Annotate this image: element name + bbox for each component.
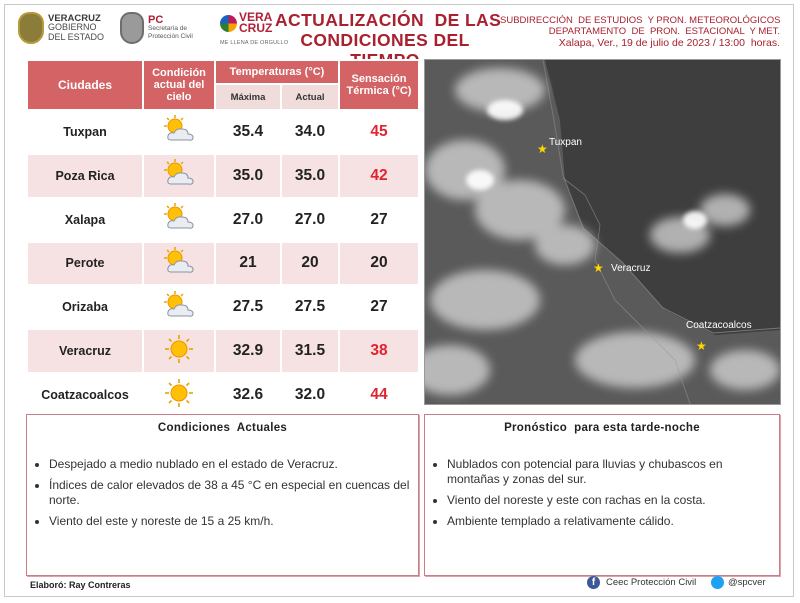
list-item: • Índices de calor elevados de 38 a 45 °C en especial en cuencas del norte. xyxy=(49,478,410,508)
feels-like-temp: 38 xyxy=(339,329,419,373)
partly-cloudy-icon xyxy=(161,290,197,325)
feels-like-temp: 44 xyxy=(339,373,419,417)
sat-label-veracruz: Veracruz xyxy=(611,263,651,274)
col-header-condition: Condición actual del cielo xyxy=(143,60,215,110)
facebook-handle: Ceec Protección Civil xyxy=(606,577,697,588)
pc-line1: Secretaría de xyxy=(148,25,188,33)
current-temp: 20 xyxy=(281,242,339,286)
current-conditions-list xyxy=(33,457,410,535)
table-row xyxy=(27,373,419,417)
current-temp: 35.0 xyxy=(281,154,339,198)
list-item: • Nublados con potencial para lluvias y chubascos en montañas y zonas del sur. xyxy=(447,457,771,487)
author-credit: Elaboró: Ray Contreras xyxy=(30,580,131,590)
current-temp: 34.0 xyxy=(281,110,339,154)
issuer-line2: DEPARTAMENTO DE PRON. ESTACIONAL Y MET. xyxy=(548,26,780,37)
sunny-icon xyxy=(162,378,196,413)
pc-name: PC xyxy=(148,13,164,26)
sky-condition-cell xyxy=(143,329,215,373)
satellite-map xyxy=(425,60,780,404)
issue-date: Xalapa, Ver., 19 de julio de 2023 / 13:00 horas. xyxy=(558,37,780,49)
facebook-link[interactable] xyxy=(587,576,696,589)
forecast-title: Pronóstico para esta tarde-noche xyxy=(504,422,700,434)
current-conditions-title: Condiciones Actuales xyxy=(157,422,288,434)
current-conditions-box xyxy=(26,414,419,576)
tuxpan-star-icon: ★ xyxy=(537,142,548,156)
sky-condition-cell xyxy=(143,285,215,329)
vc-line1: VERA xyxy=(239,10,273,24)
list-item: • Viento del noreste y este con rachas en la costa. xyxy=(447,493,771,508)
forecast-box xyxy=(424,414,780,576)
max-temp: 35.4 xyxy=(215,110,281,154)
title-line2: CONDICIONES DEL xyxy=(300,30,470,50)
satellite-image xyxy=(424,59,781,405)
forecast-list xyxy=(431,457,771,535)
sat-label-coatzacoalcos: Coatzacoalcos xyxy=(686,320,752,331)
sky-condition-cell xyxy=(143,198,215,242)
table-row xyxy=(27,198,419,242)
max-temp: 32.6 xyxy=(215,373,281,417)
max-temp: 27.5 xyxy=(215,285,281,329)
col-header-city: Ciudades xyxy=(27,60,143,110)
col-header-current: Actual xyxy=(281,84,339,110)
col-header-temps: Temperaturas (°C) xyxy=(215,60,339,84)
partly-cloudy-icon xyxy=(161,114,197,149)
proteccion-civil-logo xyxy=(120,12,193,44)
city-name: Xalapa xyxy=(27,198,143,242)
table-row xyxy=(27,110,419,154)
table-row xyxy=(27,285,419,329)
city-name: Perote xyxy=(27,242,143,286)
sky-condition-cell xyxy=(143,373,215,417)
city-name: Veracruz xyxy=(27,329,143,373)
veracruz-star-icon: ★ xyxy=(593,261,604,275)
twitter-icon xyxy=(711,576,724,589)
feels-like-temp: 42 xyxy=(339,154,419,198)
flower-icon xyxy=(220,15,237,32)
table-row xyxy=(27,242,419,286)
max-temp: 27.0 xyxy=(215,198,281,242)
pc-line2: Protección Civil xyxy=(148,32,193,40)
issuer-line1: SUBDIRECCIÓN DE ESTUDIOS Y PRON. METEOROLÓGICOS xyxy=(500,15,781,26)
conditions-table xyxy=(26,59,420,418)
max-temp: 21 xyxy=(215,242,281,286)
partly-cloudy-icon xyxy=(161,246,197,281)
twitter-handle: @spcver xyxy=(728,577,766,588)
max-temp: 32.9 xyxy=(215,329,281,373)
col-header-feel: Sensación Térmica (°C) xyxy=(339,60,419,110)
veracruz-government-logo xyxy=(18,12,104,44)
city-name: Poza Rica xyxy=(27,154,143,198)
facebook-icon: f xyxy=(587,576,600,589)
feels-like-temp: 27 xyxy=(339,198,419,242)
sunny-icon xyxy=(162,334,196,369)
current-temp: 31.5 xyxy=(281,329,339,373)
feels-like-temp: 20 xyxy=(339,242,419,286)
twitter-link[interactable] xyxy=(711,576,766,589)
logo-line1: GOBIERNO xyxy=(48,22,97,33)
state-seal-icon xyxy=(18,12,44,44)
logo-name: VERACRUZ xyxy=(48,12,101,24)
list-item: • Ambiente templado a relativamente cálido. xyxy=(447,514,771,529)
max-temp: 35.0 xyxy=(215,154,281,198)
civil-protection-seal-icon xyxy=(120,12,144,44)
list-item: • Despejado a medio nublado en el estado de Veracruz. xyxy=(49,457,410,472)
city-name: Orizaba xyxy=(27,285,143,329)
sky-condition-cell xyxy=(143,110,215,154)
vc-tagline: ME LLENA DE ORGULLO xyxy=(220,40,289,46)
sat-label-tuxpan: Tuxpan xyxy=(549,137,582,148)
vc-line2: CRUZ xyxy=(239,21,273,35)
sky-condition-cell xyxy=(143,154,215,198)
feels-like-temp: 27 xyxy=(339,285,419,329)
table-row xyxy=(27,154,419,198)
list-item: • Viento del este y noreste de 15 a 25 km/h. xyxy=(49,514,410,529)
feels-like-temp: 45 xyxy=(339,110,419,154)
partly-cloudy-icon xyxy=(161,158,197,193)
sky-condition-cell xyxy=(143,242,215,286)
col-header-max: Máxima xyxy=(215,84,281,110)
title-line1: ACTUALIZACIÓN DE LAS xyxy=(275,10,502,30)
veracruz-brand-logo xyxy=(220,12,272,34)
city-name: Tuxpan xyxy=(27,110,143,154)
partly-cloudy-icon xyxy=(161,202,197,237)
table-row xyxy=(27,329,419,373)
coatzacoalcos-star-icon: ★ xyxy=(696,339,707,353)
current-temp: 32.0 xyxy=(281,373,339,417)
issuer-info xyxy=(500,15,780,50)
logo-line2: DEL ESTADO xyxy=(48,31,105,42)
current-temp: 27.5 xyxy=(281,285,339,329)
current-temp: 27.0 xyxy=(281,198,339,242)
city-name: Coatzacoalcos xyxy=(27,373,143,417)
